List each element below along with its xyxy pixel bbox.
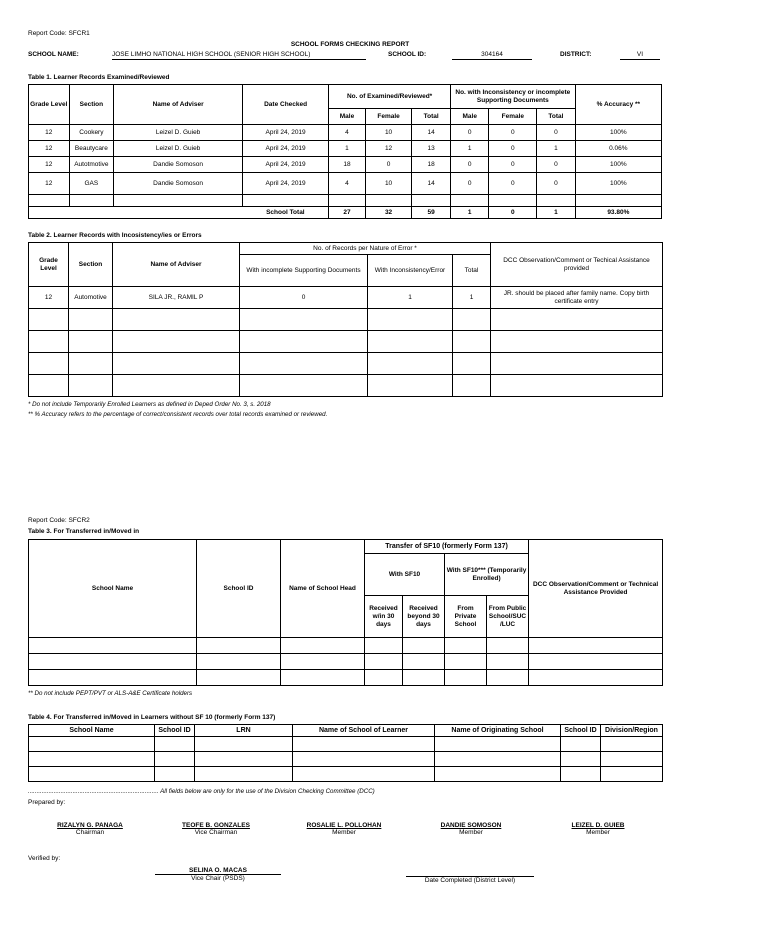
- table-row: [29, 331, 663, 353]
- t1-date: April 24, 2019: [243, 141, 329, 157]
- t1-it: 0: [537, 125, 576, 141]
- t2-total: 1: [453, 287, 491, 309]
- t1-im: 0: [450, 173, 489, 195]
- table-row: [29, 287, 663, 309]
- t1-total-it: 1: [537, 207, 576, 219]
- table4-title: Table 4. For Transferred in/Moved in Learners without SF 10 (formerly Form 137): [28, 714, 276, 721]
- t1-total-im: 1: [450, 207, 489, 219]
- t1-grade: 12: [29, 125, 70, 141]
- signatory-name: LEIZEL D. GUIEB: [571, 822, 625, 829]
- t1-et: 13: [412, 141, 451, 157]
- t1-total-et: 59: [412, 207, 451, 219]
- t1-grade: 12: [29, 157, 70, 173]
- table-row: [29, 767, 663, 782]
- table-row: [29, 141, 662, 157]
- t1-if: 0: [489, 125, 537, 141]
- table2-title: Table 2. Learner Records with Incosistency/ies or Errors: [28, 232, 202, 239]
- signatory-role: Vice Chairman: [194, 829, 238, 836]
- report-title: SCHOOL FORMS CHECKING REPORT: [290, 41, 410, 48]
- t3-with-sf10-header: With SF10: [365, 554, 445, 596]
- school-id-label: SCHOOL ID:: [388, 51, 427, 58]
- t1-et: 18: [412, 157, 451, 173]
- t2-inconsistency: 1: [368, 287, 453, 309]
- table1: [28, 84, 662, 219]
- table-row: [29, 752, 663, 767]
- t1-female-header-2: Female: [489, 109, 537, 125]
- t2-incomplete-header: With incomplete Supporting Documents: [240, 255, 368, 287]
- t3-recv-beyond-header: Received beyond 30 days: [403, 596, 445, 638]
- table-row: [29, 173, 662, 195]
- t1-date-header: Date Checked: [243, 85, 329, 125]
- verified-by-label: Verified by:: [28, 855, 61, 862]
- t1-section: GAS: [69, 173, 114, 195]
- district-label: DISTRICT:: [560, 51, 592, 58]
- t2-section-header: Section: [69, 243, 113, 287]
- table4: [28, 724, 663, 782]
- t3-transfer-header: Transfer of SF10 (formerly Form 137): [365, 540, 529, 554]
- t4-school-id-header: School ID: [155, 725, 195, 737]
- table3: [28, 539, 663, 686]
- t1-ef: 12: [365, 141, 412, 157]
- signatory-chairman: [40, 822, 140, 836]
- t2-adviser-header: Name of Adviser: [113, 243, 240, 287]
- signatory-name: TEOFE B. GONZALES: [182, 822, 250, 829]
- verifier-name: SELINA O. MACAS: [155, 867, 281, 875]
- table2: [28, 242, 663, 397]
- date-completed-line: [406, 867, 534, 877]
- table-row: [29, 375, 663, 397]
- t4-lrn-header: LRN: [195, 725, 293, 737]
- t1-acc: 0.06%: [575, 141, 661, 157]
- t2-nature-header: No. of Records per Nature of Error *: [240, 243, 491, 255]
- t1-it: 0: [537, 173, 576, 195]
- t3-school-name-header: School Name: [29, 540, 197, 638]
- t1-em: 4: [329, 173, 366, 195]
- t1-it: 0: [537, 157, 576, 173]
- t1-adviser: Leizel D. Guieb: [114, 141, 243, 157]
- t2-section: Automotive: [69, 287, 113, 309]
- t3-school-id-header: School ID: [197, 540, 281, 638]
- prepared-by-label: Prepared by:: [28, 799, 66, 806]
- t4-school-id-header-2: School ID: [561, 725, 601, 737]
- t1-date: April 24, 2019: [243, 157, 329, 173]
- school-id-value: 304164: [452, 51, 532, 60]
- t1-adviser-header: Name of Adviser: [114, 85, 243, 125]
- t4-division-header: Division/Region: [601, 725, 663, 737]
- table-row: [29, 195, 662, 207]
- t3-public-header: From Public School/SUC /LUC: [487, 596, 529, 638]
- t1-total-label: School Total: [243, 207, 329, 219]
- t1-total-header-2: Total: [537, 109, 576, 125]
- table2-note-1: * Do not include Temporarily Enrolled Learners as defined in Deped Order No. 3, s. 2018: [28, 401, 271, 408]
- signatory-name: RIZALYN G. PANAGA: [57, 822, 123, 829]
- signatory-role: Member: [586, 829, 610, 836]
- date-completed-label: Date Completed (District Level): [424, 877, 516, 884]
- t2-dcc: JR. should be placed after family name. Copy birth certificate entry: [491, 287, 663, 309]
- signatory-member-1: [294, 822, 394, 836]
- t4-originating-school-header: Name of Originating School: [435, 725, 561, 737]
- t2-incomplete: 0: [240, 287, 368, 309]
- table-row: [29, 670, 663, 686]
- t1-ef: 10: [365, 173, 412, 195]
- table-row: [29, 309, 663, 331]
- school-name-label: SCHOOL NAME:: [28, 51, 79, 58]
- table-total-row: [29, 207, 662, 219]
- signatory-member-2: [421, 822, 521, 836]
- t1-et: 14: [412, 125, 451, 141]
- t1-inconsistency-header: No. with Inconsistency or incomplete Supporting Documents: [450, 85, 575, 109]
- t1-section: Autotmotive: [69, 157, 114, 173]
- report-code-2: Report Code: SFCR2: [28, 517, 90, 524]
- dcc-note: ............................................................................ All fields below are only for the use of the Division Checking Committee (DCC): [28, 788, 375, 795]
- t1-em: 4: [329, 125, 366, 141]
- t2-adviser: SILA JR., RAMIL P: [113, 287, 240, 309]
- t2-grade: 12: [29, 287, 69, 309]
- t1-if: 0: [489, 173, 537, 195]
- t3-with-sf10-temp-header: With SF10*** (Temporarily Enrolled): [445, 554, 529, 596]
- t1-im: 0: [450, 157, 489, 173]
- t2-total-header: Total: [453, 255, 491, 287]
- signatory-role: Chairman: [75, 829, 105, 836]
- t1-date: April 24, 2019: [243, 125, 329, 141]
- t2-dcc-header: DCC Observation/Comment or Techical Assistance provided: [491, 243, 663, 287]
- t1-total-acc: 93.80%: [575, 207, 661, 219]
- signatory-name: ROSALIE L. POLLOHAN: [306, 822, 382, 829]
- t3-recv-30-header: Received w/in 30 days: [365, 596, 403, 638]
- t1-et: 14: [412, 173, 451, 195]
- t1-acc: 100%: [575, 157, 661, 173]
- table-row: [29, 157, 662, 173]
- signatory-name: DANDIE SOMOSON: [440, 822, 502, 829]
- signatory-role: Member: [459, 829, 483, 836]
- t1-section-header: Section: [69, 85, 114, 125]
- school-name-value: JOSE LIMHO NATIONAL HIGH SCHOOL (SENIOR HIGH SCHOOL): [112, 51, 366, 60]
- t1-grade: 12: [29, 173, 70, 195]
- t1-if: 0: [489, 141, 537, 157]
- t1-im: 0: [450, 125, 489, 141]
- t1-acc: 100%: [575, 125, 661, 141]
- signatory-vice-chairman: [166, 822, 266, 836]
- table-row: [29, 654, 663, 670]
- t1-total-ef: 32: [365, 207, 412, 219]
- t1-grade-header: Grade Level: [29, 85, 70, 125]
- table-row: [29, 737, 663, 752]
- t1-total-header: Total: [412, 109, 451, 125]
- verifier: [155, 867, 281, 882]
- district-value: VI: [620, 51, 660, 60]
- table-row: [29, 353, 663, 375]
- table-row: [29, 638, 663, 654]
- t1-date: April 24, 2019: [243, 173, 329, 195]
- date-completed: [406, 867, 534, 884]
- t2-inconsistency-header: With Inconsistency/Error: [368, 255, 453, 287]
- t1-im: 1: [450, 141, 489, 157]
- t1-adviser: Dandie Somoson: [114, 157, 243, 173]
- t1-male-header: Male: [329, 109, 366, 125]
- t1-male-header-2: Male: [450, 109, 489, 125]
- table2-note-2: ** % Accuracy refers to the percentage of correct/consistent records over total records examined or reviewed.: [28, 411, 328, 418]
- t1-em: 1: [329, 141, 366, 157]
- t1-examined-header: No. of Examined/Reviewed*: [329, 85, 451, 109]
- t1-em: 18: [329, 157, 366, 173]
- t2-grade-header: Grade Level: [29, 243, 69, 287]
- t1-acc: 100%: [575, 173, 661, 195]
- t1-grade: 12: [29, 141, 70, 157]
- t1-accuracy-header: % Accuracy **: [575, 85, 661, 125]
- t1-if: 0: [489, 157, 537, 173]
- signatory-member-3: [548, 822, 648, 836]
- verifier-role: Vice Chair (PSDS): [191, 875, 245, 882]
- t4-learner-school-header: Name of School of Learner: [293, 725, 435, 737]
- t1-female-header: Female: [365, 109, 412, 125]
- report-code-1: Report Code: SFCR1: [28, 30, 90, 37]
- signatory-role: Member: [332, 829, 356, 836]
- t1-ef: 10: [365, 125, 412, 141]
- table3-note: ** Do not include PEPT/PVT or ALS-A&E Certificate holders: [28, 690, 193, 697]
- t1-section: Beautycare: [69, 141, 114, 157]
- t1-it: 1: [537, 141, 576, 157]
- table1-title: Table 1. Learner Records Examined/Reviewed: [28, 74, 170, 81]
- t3-dcc-header: DCC Observation/Comment or Technical Assistance Provided: [529, 540, 663, 638]
- t1-adviser: Leizel D. Guieb: [114, 125, 243, 141]
- t3-school-head-header: Name of School Head: [281, 540, 365, 638]
- t1-section: Cookery: [69, 125, 114, 141]
- t4-school-name-header: School Name: [29, 725, 155, 737]
- t3-private-header: From Private School: [445, 596, 487, 638]
- t1-ef: 0: [365, 157, 412, 173]
- t1-total-em: 27: [329, 207, 366, 219]
- table3-title: Table 3. For Transferred in/Moved in: [28, 528, 140, 535]
- t1-adviser: Dandie Somoson: [114, 173, 243, 195]
- t1-total-if: 0: [489, 207, 537, 219]
- table-row: [29, 125, 662, 141]
